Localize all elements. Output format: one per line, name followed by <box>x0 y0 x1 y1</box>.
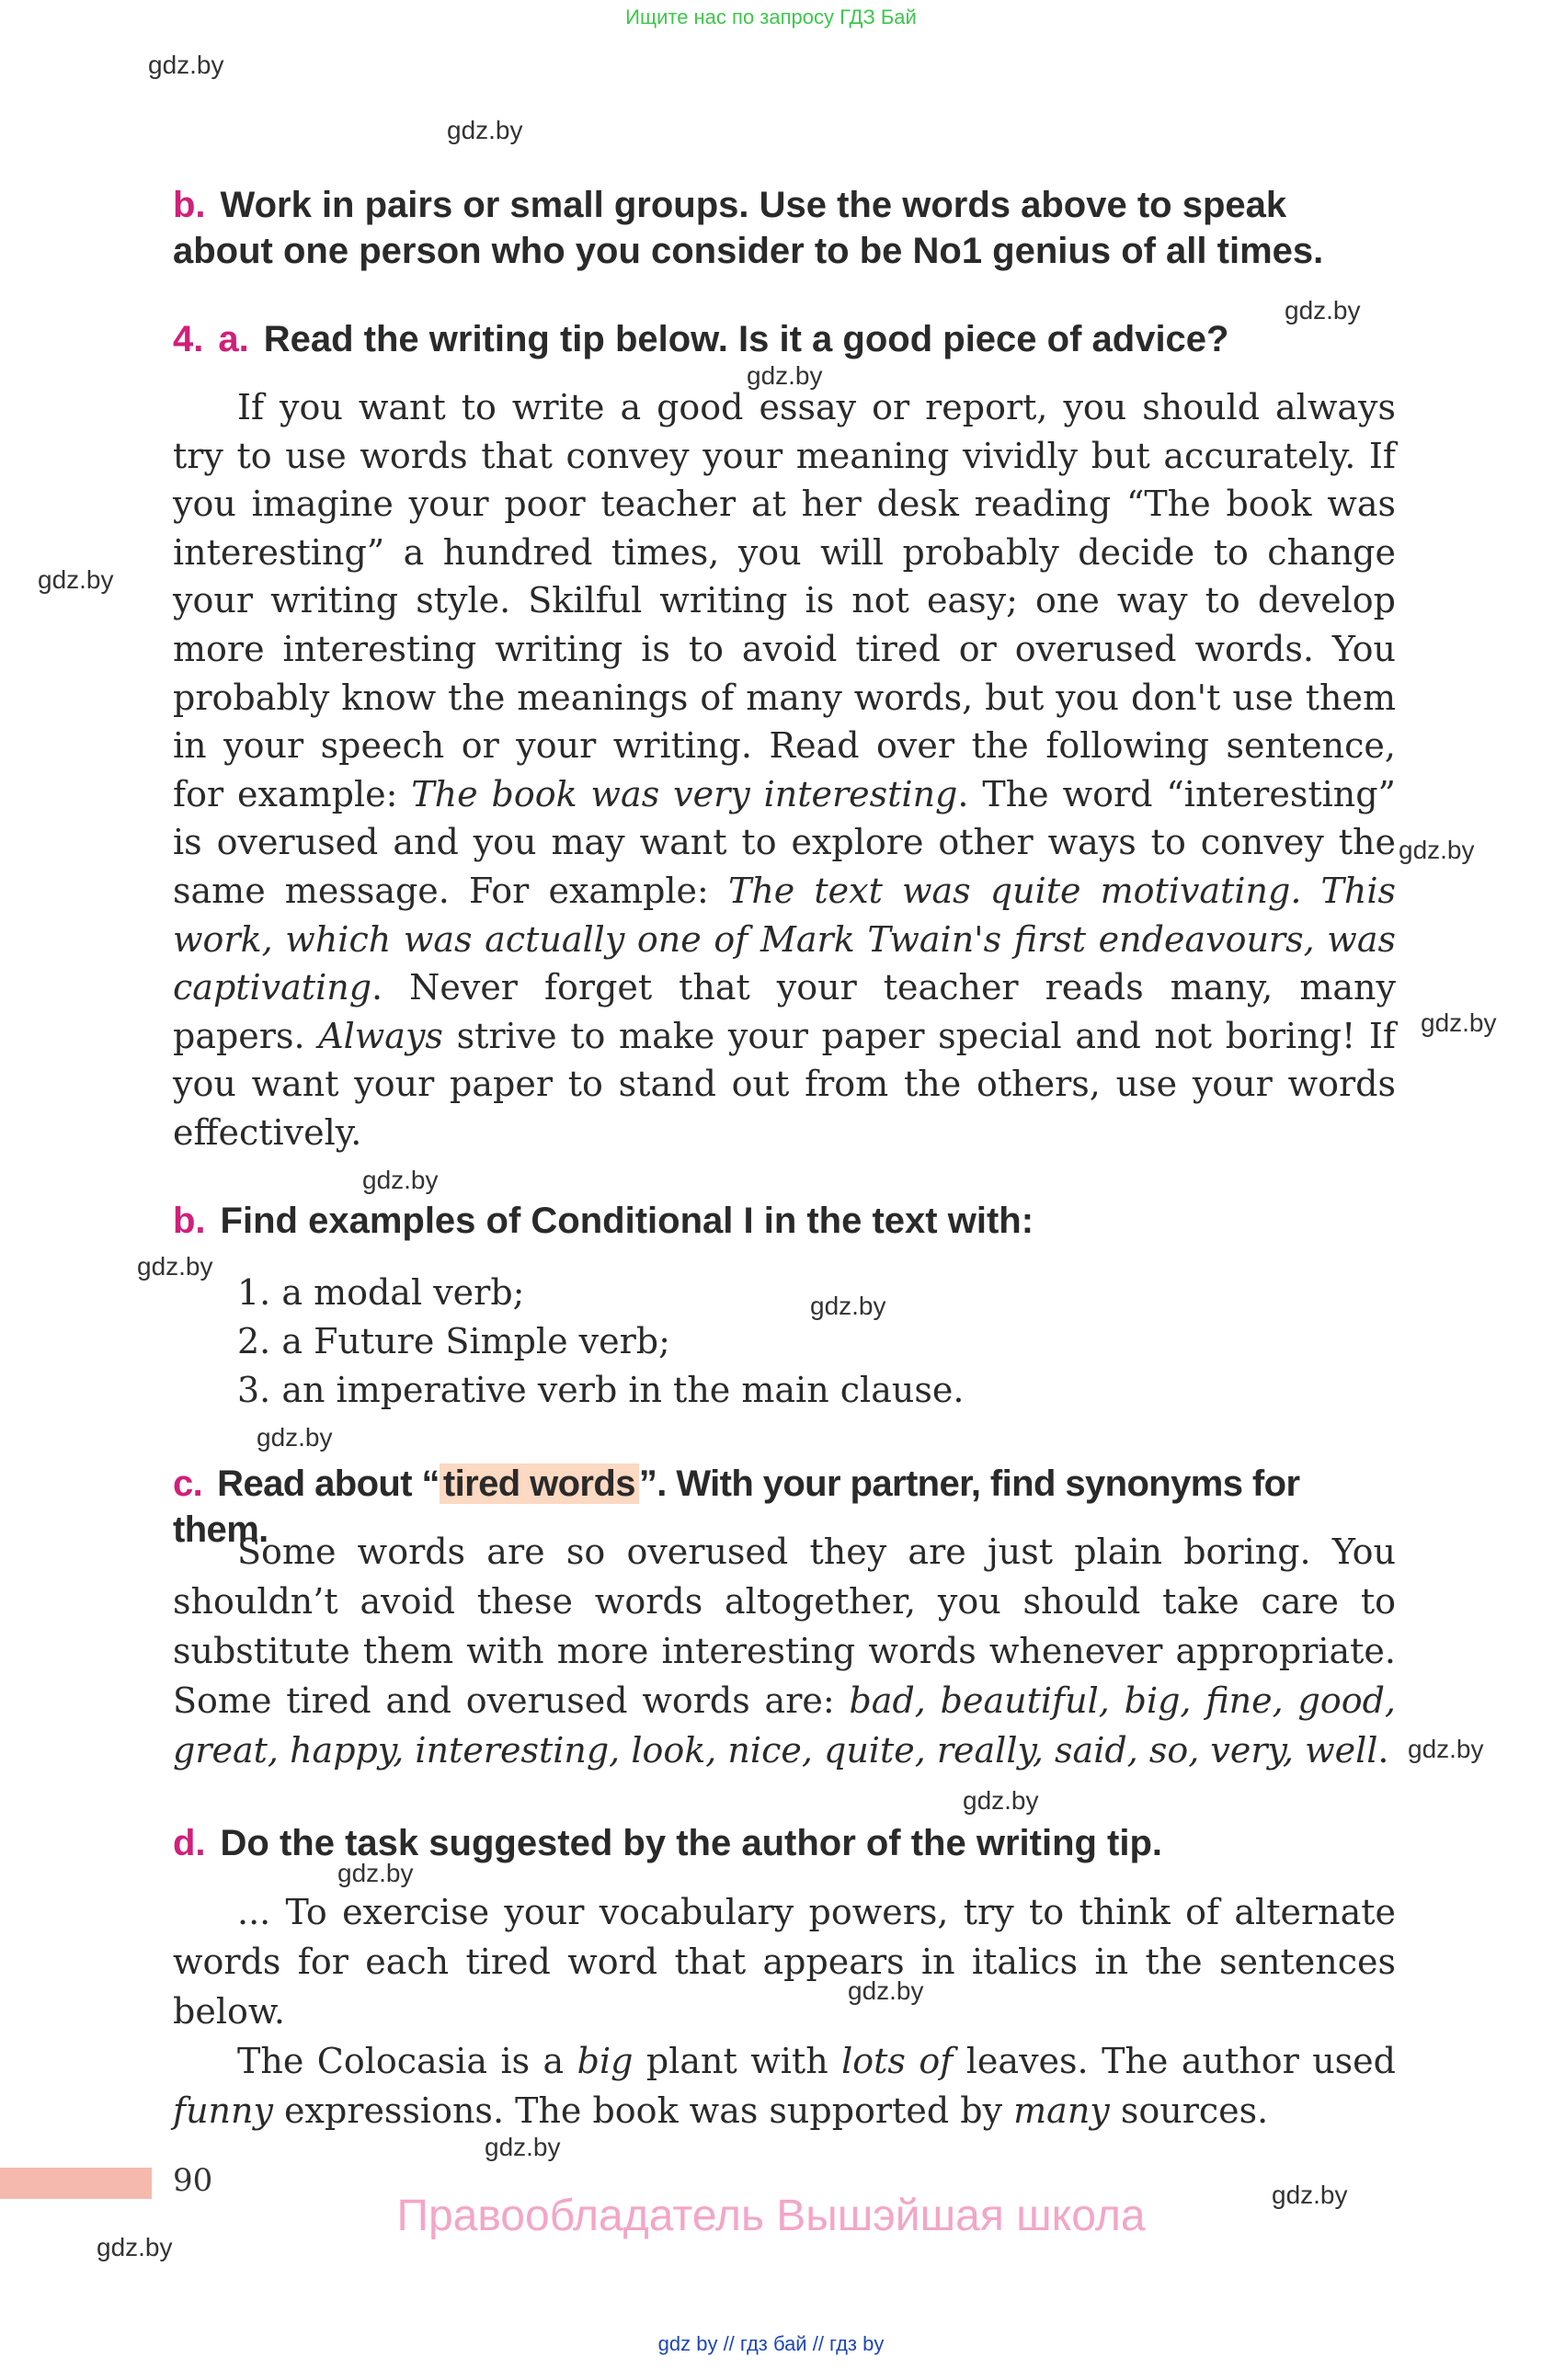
highlighted-term: tired words <box>440 1463 639 1504</box>
task-text: Find examples of Conditional I in the text with: <box>220 1201 1034 1241</box>
watermark: gdz.by <box>257 1423 333 1452</box>
rights-holder: Правообладатель Вышэйшая школа <box>396 2192 1146 2240</box>
watermark: gdz.by <box>362 1166 439 1194</box>
watermark: gdz.by <box>848 1976 924 2005</box>
task-text: Do the task suggested by the author of the writing tip. <box>220 1823 1163 1863</box>
task-text: Work in pairs or small groups. Use the words above to speak about one person who you consider to be No1 genius of all times. <box>173 185 1324 271</box>
example-sentences: The Colocasia is a big plant with lots of leaves. The author used funny expressions. The book was supported by many sources. <box>173 2041 1396 2131</box>
list-item: 1. a modal verb; <box>237 1272 525 1313</box>
task-marker: a. <box>218 319 249 359</box>
watermark: gdz.by <box>337 1859 414 1887</box>
writing-tip-paragraph: If you want to write a good essay or report, you should always try to use words that convey your meaning vividly but accurately. If you imagine your poor teacher at her desk reading “The book was interesting” a hundred times, you will probably decide to change your writing style. Skilful writing is not easy; one way to develop more interesting writing is to avoid tired or overused words. You probably know the meanings of many words, but you don't use them in your speech or your writing. Read over the following sentence, for example: The book was very interesting. The word “interesting” is overused and you may want to explore other ways to convey the same message. For example: The text was quite motivating. This work, which was actually one of Mark Twain's first endeavours, was captivating. Never forget that your teacher reads many, many papers. Always strive to make your paper special and not boring! If you want your paper to stand out from the others, use your words effectively. <box>173 387 1396 1153</box>
watermark: gdz.by <box>1399 836 1475 864</box>
page-number: 90 <box>173 2162 213 2199</box>
list-item: 3. an imperative verb in the main clause. <box>237 1370 965 1410</box>
top-search-banner[interactable]: Ищите нас по запросу ГДЗ Бай <box>625 6 917 28</box>
exercise-paragraph: ... To exercise your vocabulary powers, try to think of alternate words for each tired word that appears in italics in the sentences below. <box>173 1892 1396 2032</box>
watermark: gdz.by <box>810 1292 886 1320</box>
watermark: gdz.by <box>1408 1735 1484 1763</box>
watermark: gdz.by <box>747 361 823 390</box>
footer-links[interactable]: gdz by // гдз бай // гдз by <box>657 2332 885 2355</box>
watermark: gdz.by <box>1272 2181 1348 2209</box>
task-number: 4. <box>173 319 204 359</box>
tired-words-paragraph: Some words are so overused they are just plain boring. You shouldn’t avoid these words altogether, you should take care to substitute them with more interesting words whenever appropriate. Some tired and overused words are: bad, beautiful, big, fine, good, great, happy, interesting, look, nice, quite, really, said, so, very, well. <box>173 1532 1396 1771</box>
task-4a-heading <box>173 316 1396 362</box>
watermark: gdz.by <box>148 51 224 79</box>
task-marker: b. <box>173 1201 206 1241</box>
task-b-pairs <box>173 182 1396 274</box>
task-4b-heading <box>173 1198 1396 1244</box>
task-marker: c. <box>173 1463 203 1504</box>
watermark: gdz.by <box>963 1786 1039 1815</box>
watermark: gdz.by <box>38 565 114 594</box>
watermark: gdz.by <box>447 116 523 144</box>
watermark: gdz.by <box>1421 1008 1497 1037</box>
task-marker: d. <box>173 1823 206 1863</box>
watermark: gdz.by <box>1285 296 1361 325</box>
task-marker: b. <box>173 185 206 225</box>
watermark: gdz.by <box>137 1252 213 1281</box>
watermark: gdz.by <box>485 2133 561 2161</box>
conditional-list <box>237 1269 964 1415</box>
watermark: gdz.by <box>97 2233 173 2261</box>
task-4d-heading <box>173 1820 1396 1866</box>
list-item: 2. a Future Simple verb; <box>237 1321 670 1361</box>
task-4c-heading: c. Read about “ tired words ”. With your partner, find synonyms for them. <box>173 1463 1300 1550</box>
task-text: Read the writing tip below. Is it a good piece of advice? <box>263 319 1229 359</box>
